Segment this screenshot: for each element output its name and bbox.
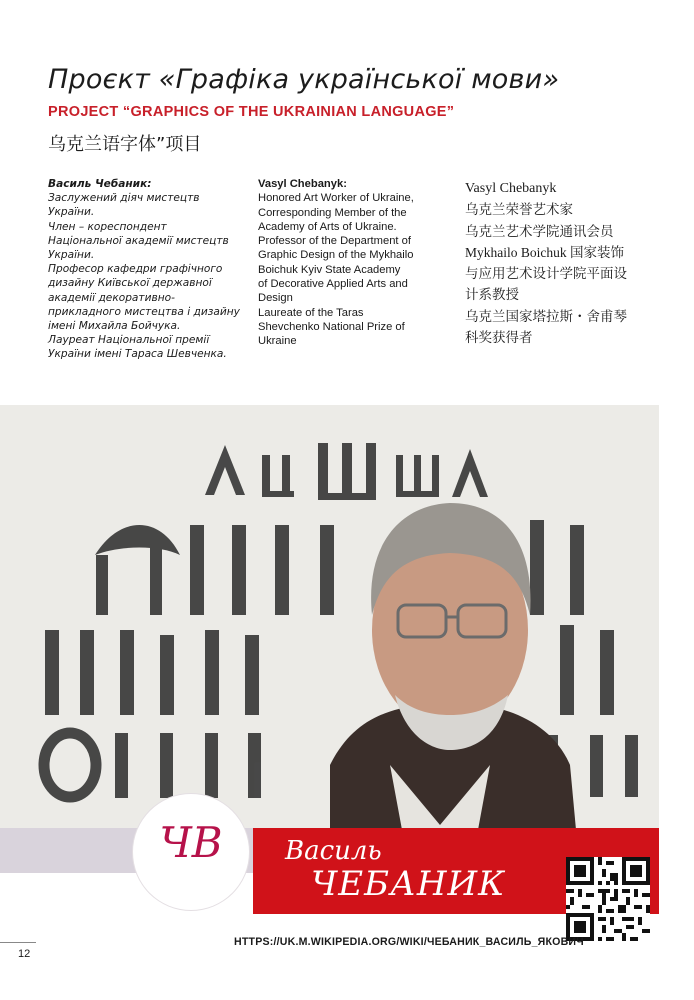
bio-line: Design [258, 292, 293, 305]
qr-code-icon[interactable] [566, 857, 650, 941]
bio-line: Mykhailo Boichuk 国家装饰 [465, 244, 624, 260]
bio-name: Vasyl Chebanyk: [258, 178, 347, 190]
bio-line: імені Михайла Бойчука. [48, 320, 181, 333]
bio-ukrainian [48, 177, 246, 362]
bio-line: Національної академії мистецтв [48, 234, 229, 247]
calligraphy-background [0, 405, 659, 873]
bio-line: 乌克兰国家塔拉斯・舍甫琴 [465, 308, 627, 324]
bio-english [258, 177, 438, 349]
bio-line: Graphic Design of the Mykhailo [258, 249, 414, 262]
bio-line: 计系教授 [465, 287, 519, 303]
portrait-photo [0, 405, 659, 904]
bio-line: академії декоративно- [48, 291, 175, 304]
bio-line: Ukraine [258, 335, 297, 348]
bio-line: 与应用艺术设计学院平面设 [465, 266, 627, 282]
bio-line: Заслужений діяч мистецтв [48, 192, 200, 205]
bio-line: Член – кореспондент [48, 220, 167, 233]
bio-line: Boichuk Kyiv State Academy [258, 263, 401, 276]
bio-line: Лауреат Національної премії [48, 334, 210, 347]
bio-chinese [465, 178, 665, 348]
bio-name: Vasyl Chebanyk [465, 181, 557, 196]
wikipedia-link[interactable]: HTTPS://UK.M.WIKIPEDIA.ORG/WIKI/ЧЕБАНИК_ВАСИЛЬ_ЯКОВИЧ [234, 936, 584, 948]
page-title-english: PROJECT “GRAPHICS OF THE UKRAINIAN LANGUAGE” [48, 104, 455, 120]
bio-line: Corresponding Member of the [258, 206, 407, 219]
logo-letters: ЧВ [159, 818, 223, 867]
bio-line: України імені Тараса Шевченка. [48, 348, 227, 361]
bio-name: Василь Чебаник: [48, 178, 152, 190]
signature-first-name: Василь [285, 836, 382, 866]
bio-line: прикладного мистецтва і дизайну [48, 305, 240, 318]
bio-line: of Decorative Applied Arts and [258, 278, 408, 291]
bio-line: 乌克兰艺术学院通讯会员 [465, 223, 614, 239]
page-number-rule [0, 942, 36, 943]
bio-line: Academy of Arts of Ukraine. [258, 220, 397, 233]
bio-line: Shevchenko National Prize of [258, 320, 405, 333]
monogram-logo [133, 794, 249, 910]
bio-line: 乌克兰荣誉艺术家 [465, 202, 573, 218]
page-number: 12 [18, 948, 31, 960]
bio-line: Професор кафедри графічного [48, 263, 223, 276]
bio-line: Honored Art Worker of Ukraine, [258, 192, 414, 205]
bio-line: Professor of the Department of [258, 235, 411, 248]
bio-line: України. [48, 249, 95, 262]
page-title-ukrainian: Проєкт «Графіка української мови» [48, 64, 560, 95]
bio-line: Laureate of the Taras [258, 306, 364, 319]
bio-line: 科奖获得者 [465, 330, 533, 346]
bio-line: України. [48, 206, 95, 219]
page-title-chinese: 乌克兰语字体”项目 [48, 134, 202, 155]
signature-last-name: ЧЕБАНИК [311, 864, 506, 904]
bio-line: дизайну Київської державної [48, 277, 212, 290]
